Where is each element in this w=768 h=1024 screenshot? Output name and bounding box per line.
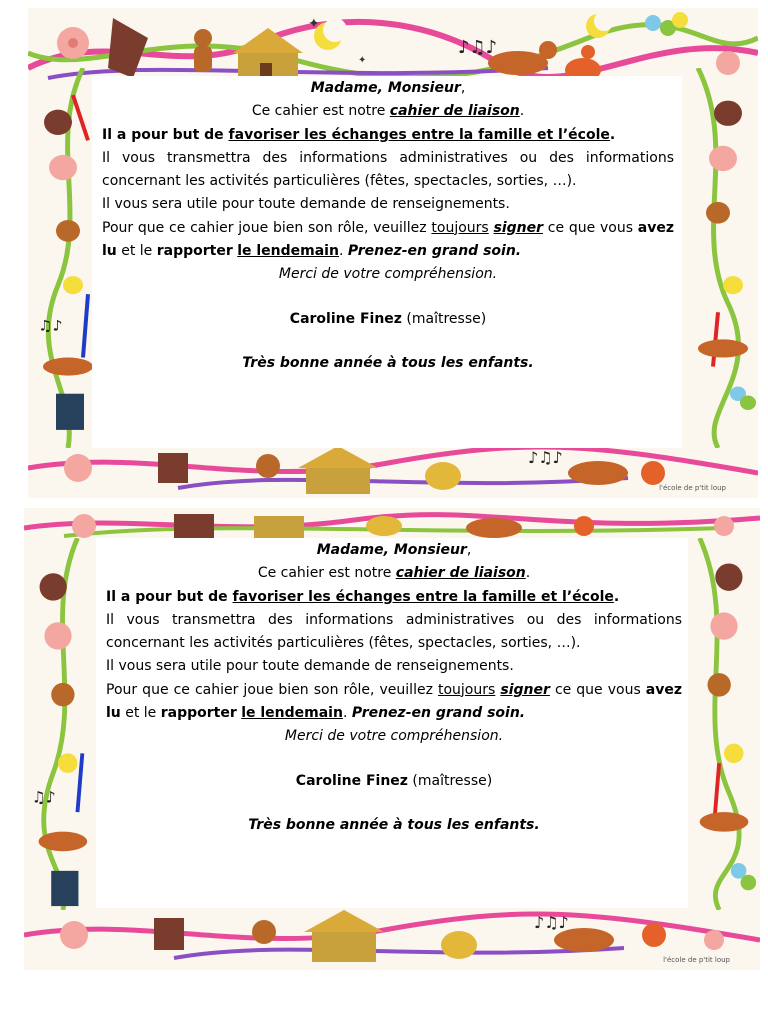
svg-text:♪♫♪: ♪♫♪ — [458, 37, 498, 58]
thanks-line: Merci de votre compréhension. — [278, 266, 498, 283]
instr-text-c: et le — [120, 705, 161, 722]
thanks-line: Merci de votre compréhension. — [284, 728, 504, 745]
instructions-paragraph — [102, 217, 674, 264]
instr-text-a: Pour que ce cahier joue bien son rôle, veuillez — [102, 219, 432, 236]
instr-signer: signer — [500, 681, 550, 698]
svg-text:♪♫♪: ♪♫♪ — [534, 913, 569, 932]
decorative-border-left — [28, 68, 98, 448]
utility-line: Il vous sera utile pour toute demande de renseignements. — [102, 196, 510, 213]
instr-lendemain: le lendemain — [237, 243, 339, 260]
signature-line — [102, 308, 674, 331]
instructions-paragraph — [106, 679, 682, 726]
letter-body-1 — [102, 77, 674, 375]
instr-avez-lu: avez lu — [106, 681, 683, 722]
decorative-border-left-2 — [24, 538, 94, 910]
purpose-text: Il a pour but de — [102, 126, 229, 143]
instr-rapporter: rapporter — [156, 243, 233, 260]
intro-emphasis: cahier de liaison — [389, 103, 520, 120]
svg-text:♫♪: ♫♪ — [31, 788, 56, 807]
signature-role: (maîtresse) — [406, 310, 487, 327]
intro-period: . — [519, 103, 525, 120]
decorative-border-bottom-2 — [24, 900, 760, 970]
greeting-comma: , — [460, 80, 466, 96]
instr-soin: Prenez-en grand soin. — [347, 243, 522, 260]
purpose-period: . — [609, 126, 616, 143]
instr-avez-lu: avez lu — [102, 219, 674, 260]
instr-rapporter: rapporter — [160, 705, 237, 722]
instr-text-c: et le — [116, 243, 157, 260]
instr-soin: Prenez-en grand soin. — [351, 705, 526, 722]
utility-line: Il vous sera utile pour toute demande de renseignements. — [106, 658, 514, 675]
school-logo-text-2: l'école de p'tit loup — [663, 956, 730, 964]
signature-name: Caroline Finez — [295, 772, 408, 789]
intro-emphasis: cahier de liaison — [395, 565, 526, 582]
instr-text-b: ce que vous — [549, 681, 646, 698]
greeting-line — [102, 77, 674, 100]
info-paragraph: Il vous transmettra des informations administratives ou des informations concernant les activités particulières (fêtes, spectacles, sorties, …). — [102, 149, 674, 190]
intro-text: Ce cahier est notre — [257, 565, 396, 582]
svg-text:♪♫♪: ♪♫♪ — [528, 448, 563, 467]
intro-period: . — [525, 565, 531, 582]
purpose-emphasis: favoriser les échanges entre la famille et l’école — [228, 126, 610, 143]
balloons-icon — [645, 12, 688, 36]
purpose-emphasis: favoriser les échanges entre la famille et l’école — [232, 588, 614, 605]
purpose-period: . — [613, 588, 620, 605]
straw-house-icon — [233, 28, 303, 81]
instr-period: . — [342, 705, 348, 722]
gingerbread-icon — [194, 29, 212, 72]
intro-line — [102, 100, 674, 123]
instr-signer: signer — [493, 219, 544, 236]
letter-body-2 — [106, 539, 682, 837]
instr-toujours: toujours — [431, 219, 489, 236]
greeting-line — [106, 539, 682, 562]
music-notes-icon — [458, 37, 497, 58]
signature-line — [106, 770, 682, 793]
svg-text:✦: ✦ — [358, 55, 367, 66]
info-paragraph: Il vous transmettra des informations administratives ou des informations concernant les activités particulières (fêtes, spectacles, sorties, …). — [106, 611, 682, 652]
pig-icon — [57, 27, 89, 59]
signature-role: (maîtresse) — [412, 772, 493, 789]
greeting-text: Madame, Monsieur — [316, 542, 467, 558]
instr-text-a: Pour que ce cahier joue bien son rôle, veuillez — [106, 681, 438, 698]
purpose-line — [102, 124, 674, 147]
greeting-comma: , — [466, 542, 472, 558]
wishes-line: Très bonne année à tous les enfants. — [242, 354, 534, 371]
wishes-line: Très bonne année à tous les enfants. — [248, 816, 540, 833]
instr-period: . — [338, 243, 344, 260]
purpose-line — [106, 586, 682, 609]
intro-line — [106, 562, 682, 585]
decorative-border-right — [688, 68, 758, 448]
instr-toujours: toujours — [437, 681, 496, 698]
intro-text: Ce cahier est notre — [251, 103, 390, 120]
school-logo-text: l'école de p'tit loup — [659, 484, 726, 492]
instr-lendemain: le lendemain — [241, 705, 343, 722]
svg-text:✦: ✦ — [308, 16, 320, 32]
greeting-text: Madame, Monsieur — [310, 80, 461, 96]
purpose-text: Il a pour but de — [106, 588, 233, 605]
instr-text-b: ce que vous — [543, 219, 638, 236]
decorative-border-top — [28, 8, 758, 86]
signature-name: Caroline Finez — [289, 310, 402, 327]
moon-icon-2 — [586, 11, 614, 38]
decorative-border-top-2 — [24, 508, 760, 542]
svg-text:♫♪: ♫♪ — [38, 317, 63, 335]
decorative-border-right-2 — [690, 538, 760, 910]
